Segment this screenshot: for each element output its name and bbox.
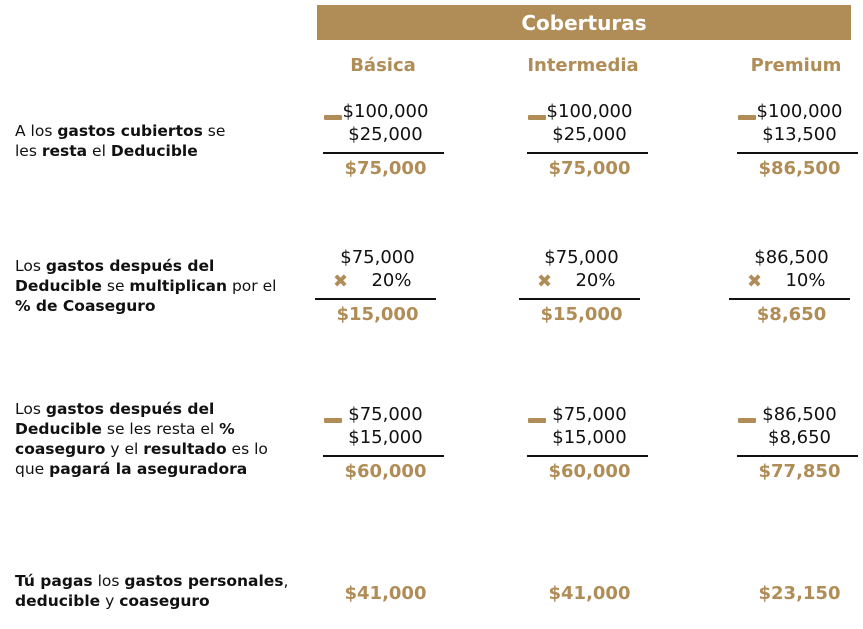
column-intermedia: Intermedia [527,55,639,76]
result-value: $77,850 [758,461,841,482]
label-bold-segment: pagará la aseguradora [49,460,248,478]
result-value: $15,000 [336,304,419,325]
operand-b: $25,000 [552,124,627,145]
calc-cell [519,247,644,327]
label-segment: A los [15,122,58,140]
label-segment: y el [105,440,144,458]
operand-b: $15,000 [348,427,423,448]
divider-rule [729,298,850,300]
label-bold-segment: deducible [15,592,101,610]
calc-cell [729,247,854,327]
label-segment: Los [15,400,46,418]
operand-a: $75,000 [552,404,627,425]
calc-cell [737,101,862,181]
operand-b: $15,000 [552,427,627,448]
operand-a: $100,000 [546,101,633,122]
label-bold-segment: resta [41,142,88,160]
label-segment: los [92,572,125,590]
operand-a: $100,000 [756,101,843,122]
label-bold-segment: coaseguro [119,592,210,610]
row-label-coinsurance [15,256,295,316]
label-bold-segment: gastos personales [124,572,284,590]
calc-cell [527,101,652,181]
operand-a: $75,000 [348,404,423,425]
label-bold-segment: % coaseguro [15,420,235,458]
operand-a: $100,000 [342,101,429,122]
operand-a: $75,000 [544,247,619,268]
you-pay-premium: $23,150 [758,583,841,604]
you-pay-intermedia: $41,000 [548,583,631,604]
label-segment: se les resta el [101,420,220,438]
label-segment: se les [15,122,226,160]
row-label-deductible [15,121,245,161]
column-premium: Premium [750,55,842,76]
result-value: $60,000 [344,461,427,482]
label-bold-segment: resultado [143,440,227,458]
label-segment: Los [15,257,46,275]
operand-b: 20% [575,270,616,291]
multiply-icon: ✖ [747,271,763,292]
label-bold-segment: gastos después del Deducible [15,257,215,295]
operand-a: $75,000 [340,247,415,268]
label-bold-segment: Tú pagas [15,572,93,590]
operand-b: $13,500 [762,124,837,145]
multiply-icon: ✖ [537,271,553,292]
calc-cell [315,247,440,327]
operand-b: 20% [371,270,412,291]
label-segment: es lo que [15,440,268,478]
coverage-header [317,5,851,40]
operand-b: $25,000 [348,124,423,145]
you-pay-basica: $41,000 [344,583,427,604]
operand-a: $86,500 [762,404,837,425]
result-value: $60,000 [548,461,631,482]
label-bold-segment: Deducible [110,142,198,160]
operand-b: 10% [785,270,826,291]
result-value: $15,000 [540,304,623,325]
calc-cell [527,404,652,484]
row-label-insurer-pays [15,399,285,479]
operand-a: $86,500 [754,247,829,268]
divider-rule [527,152,648,154]
divider-rule [519,298,640,300]
column-basica: Básica [350,55,416,76]
label-segment: por el [227,277,277,295]
multiply-icon: ✖ [333,271,349,292]
divider-rule [737,152,858,154]
divider-rule [323,455,444,457]
divider-rule [737,455,858,457]
result-value: $86,500 [758,158,841,179]
label-bold-segment: % de Coaseguro [15,297,156,315]
divider-rule [527,455,648,457]
label-segment: y [100,592,120,610]
result-value: $75,000 [548,158,631,179]
label-segment: se [101,277,130,295]
divider-rule [315,298,436,300]
label-bold-segment: gastos cubiertos [57,122,203,140]
divider-rule [323,152,444,154]
coverage-title: Coberturas [521,10,647,35]
result-value: $8,650 [756,304,827,325]
calc-cell [323,404,448,484]
label-bold-segment: multiplican [129,277,228,295]
result-value: $75,000 [344,158,427,179]
calc-cell [737,404,862,484]
calc-cell [323,101,448,181]
label-bold-segment: gastos después del Deducible [15,400,215,438]
label-segment: , [283,572,289,590]
operand-b: $8,650 [768,427,831,448]
row-label-you-pay [15,571,305,611]
label-segment: el [87,142,111,160]
